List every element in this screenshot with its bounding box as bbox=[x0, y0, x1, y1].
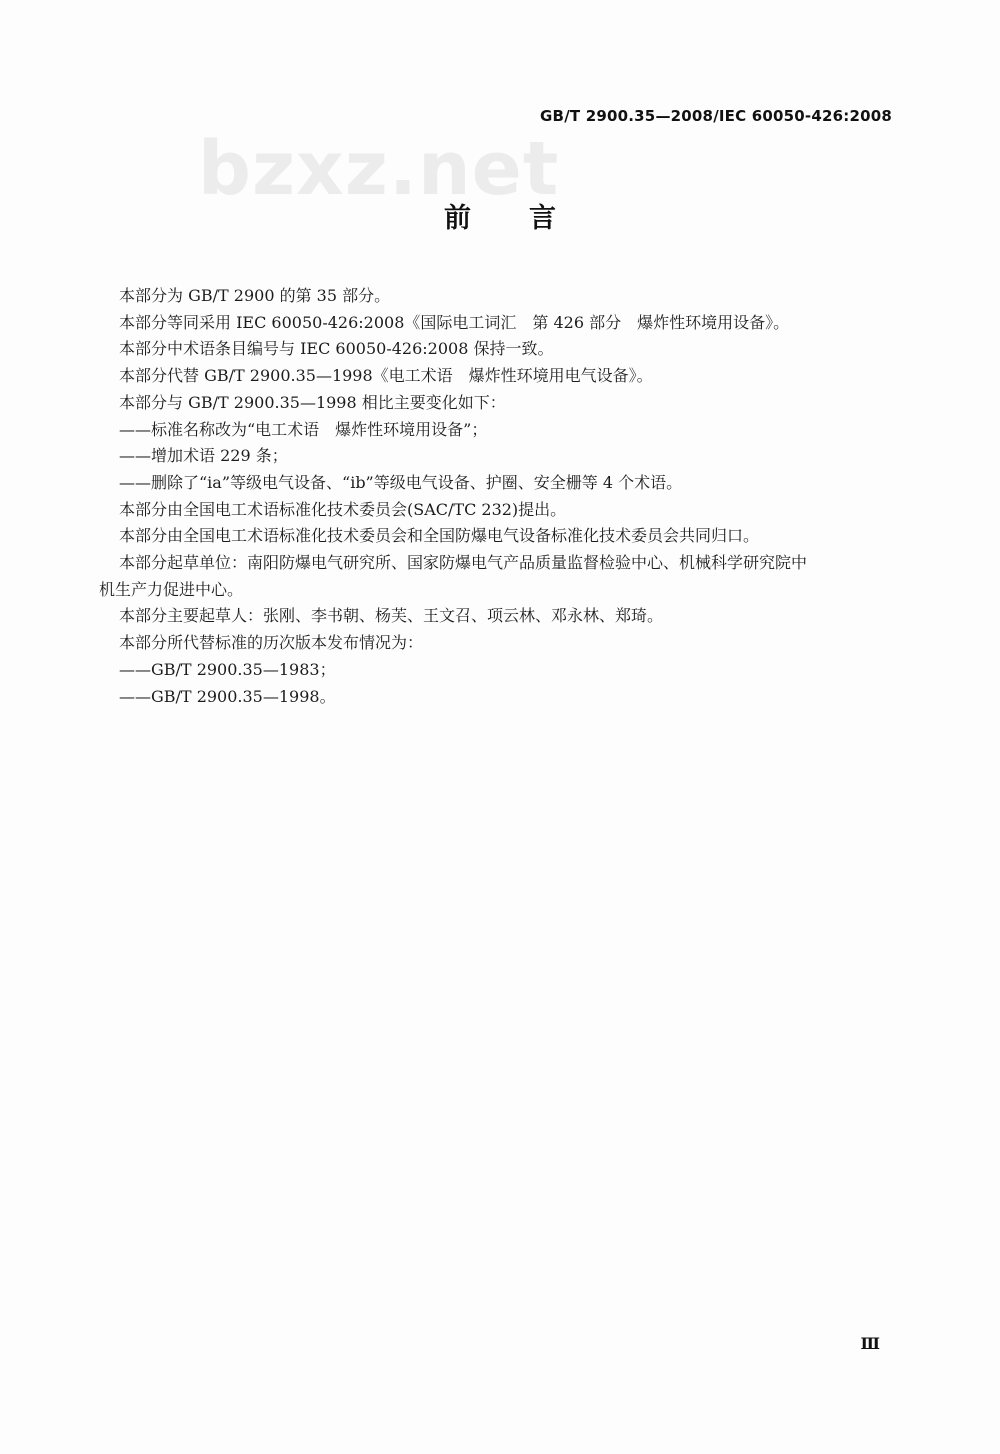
paragraph: 本部分由全国电工术语标准化技术委员会和全国防爆电气设备标准化技术委员会共同归口。 bbox=[119, 526, 760, 546]
paragraph: 本部分等同采用 IEC 60050-426:2008《国际电工词汇 第 426 部分 爆炸性环境用设备》。 bbox=[119, 312, 790, 332]
paragraph: 本部分由全国电工术语标准化技术委员会(SAC/TC 232)提出。 bbox=[119, 499, 567, 519]
list-item: ——GB/T 2900.35—1998。 bbox=[119, 686, 336, 706]
paragraph: 本部分所代替标准的历次版本发布情况为： bbox=[119, 633, 424, 653]
watermark-logo: bzxz.net bbox=[198, 126, 560, 212]
list-item: ——GB/T 2900.35—1983； bbox=[119, 659, 336, 679]
paragraph: 本部分与 GB/T 2900.35—1998 相比主要变化如下： bbox=[119, 392, 506, 412]
page-number: Ⅲ bbox=[860, 1334, 880, 1353]
foreword-body bbox=[99, 283, 895, 710]
standard-code-header: GB/T 2900.35—2008/IEC 60050-426:2008 bbox=[540, 107, 892, 125]
paragraph: 本部分主要起草人：张刚、李书朝、杨芙、王文召、项云林、邓永林、郑琦。 bbox=[119, 606, 664, 626]
paragraph: 本部分为 GB/T 2900 的第 35 部分。 bbox=[119, 286, 391, 305]
paragraph: 本部分起草单位：南阳防爆电气研究所、国家防爆电气产品质量监督检验中心、机械科学研究院中 bbox=[119, 553, 808, 573]
list-item: ——删除了“ia”等级电气设备、“ib”等级电气设备、护圈、安全栅等 4 个术语。 bbox=[119, 472, 683, 492]
list-item: ——标准名称改为“电工术语 爆炸性环境用设备”； bbox=[119, 419, 488, 439]
list-item: ——增加术语 229 条； bbox=[119, 446, 288, 466]
paragraph-continuation: 机生产力促进中心。 bbox=[99, 579, 244, 599]
page-title: 前言 bbox=[444, 203, 614, 234]
paragraph: 本部分中术语条目编号与 IEC 60050-426:2008 保持一致。 bbox=[119, 339, 554, 359]
paragraph: 本部分代替 GB/T 2900.35—1998《电工术语 爆炸性环境用电气设备》。 bbox=[119, 366, 653, 386]
